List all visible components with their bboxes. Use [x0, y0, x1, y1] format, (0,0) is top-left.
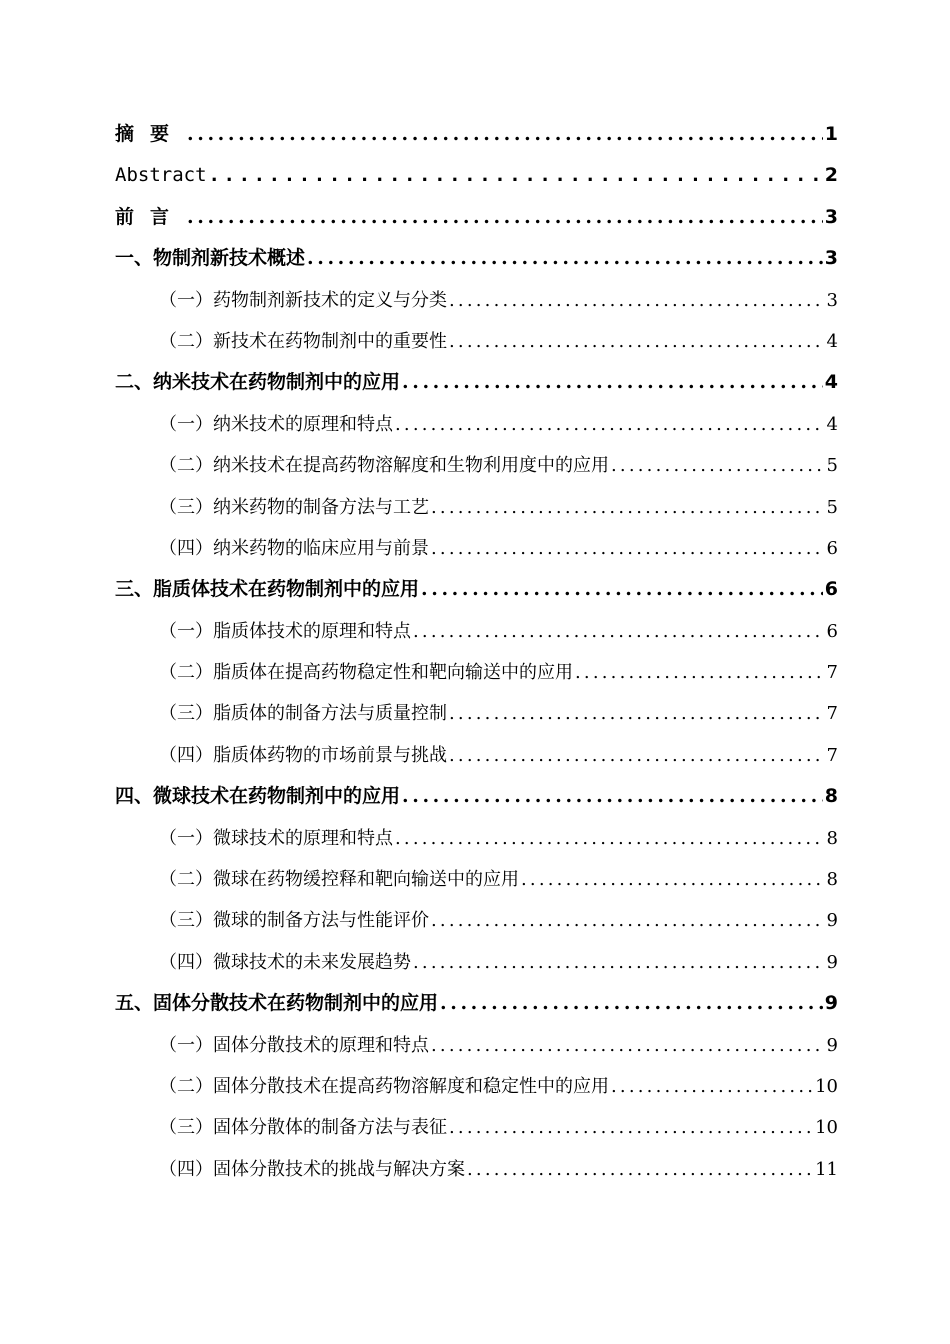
toc-entry-label: （二）固体分散技术在提高药物溶解度和稳定性中的应用: [159, 1075, 609, 1097]
toc-leader-dots: [187, 197, 823, 238]
toc-leader-dots: [402, 362, 823, 403]
toc-entry-page-number: 4: [826, 413, 838, 435]
toc-entry-page-number: 4: [824, 371, 838, 394]
toc-entry-page-number: 1: [824, 123, 838, 145]
toc-entry-page-number: 7: [826, 703, 838, 725]
toc-entry-label: （一）药物制剂新技术的定义与分类: [159, 289, 447, 311]
toc-leader-dots: [413, 611, 825, 652]
toc-leader-dots: [307, 238, 823, 279]
toc-entry-12[interactable]: [115, 569, 838, 610]
toc-entry-label: （四）固体分散技术的挑战与解决方案: [159, 1158, 465, 1180]
toc-leader-dots: [611, 1066, 813, 1107]
toc-leader-dots: [449, 693, 825, 734]
toc-leader-dots: [395, 404, 825, 445]
toc-entry-page-number: 8: [826, 869, 838, 891]
toc-entry-label: （三）固体分散体的制备方法与表征: [159, 1117, 447, 1139]
toc-entry-label: 三、脂质体技术在药物制剂中的应用: [115, 578, 420, 601]
toc-entry-5[interactable]: [115, 280, 838, 321]
toc-entry-label: 一、物制剂新技术概述: [115, 247, 306, 270]
toc-entry-page-number: 3: [826, 289, 838, 311]
toc-entry-page-number: 6: [826, 620, 838, 642]
toc-entry-2[interactable]: [115, 155, 838, 196]
toc-entry-page-number: 2: [824, 164, 838, 187]
toc-leader-dots: [209, 155, 823, 196]
toc-entry-23[interactable]: [115, 1025, 838, 1066]
toc-entry-label: （一）固体分散技术的原理和特点: [159, 1034, 429, 1056]
toc-leader-dots: [402, 776, 823, 817]
toc-entry-7[interactable]: [115, 362, 838, 403]
toc-entry-13[interactable]: [115, 611, 838, 652]
toc-entry-page-number: 8: [826, 827, 838, 849]
toc-leader-dots: [395, 818, 825, 859]
toc-entry-label: Abstract: [115, 164, 207, 187]
toc-leader-dots: [187, 114, 823, 155]
toc-entry-4[interactable]: [115, 238, 838, 279]
table-of-contents: [115, 114, 838, 1190]
toc-entry-page-number: 6: [824, 578, 838, 601]
toc-entry-label: 四、微球技术在药物制剂中的应用: [115, 785, 401, 808]
toc-entry-label: （三）微球的制备方法与性能评价: [159, 910, 429, 932]
toc-entry-page-number: 11: [815, 1158, 838, 1180]
toc-entry-10[interactable]: [115, 487, 838, 528]
toc-entry-label: （一）脂质体技术的原理和特点: [159, 620, 411, 642]
toc-leader-dots: [413, 942, 825, 983]
toc-leader-dots: [521, 859, 825, 900]
toc-leader-dots: [431, 487, 825, 528]
toc-entry-label: （四）脂质体药物的市场前景与挑战: [159, 744, 447, 766]
toc-entry-8[interactable]: [115, 404, 838, 445]
toc-entry-22[interactable]: [115, 983, 838, 1024]
toc-entry-label: （四）纳米药物的临床应用与前景: [159, 537, 429, 559]
toc-entry-11[interactable]: [115, 528, 838, 569]
toc-entry-page-number: 5: [826, 455, 838, 477]
toc-entry-page-number: 9: [826, 1034, 838, 1056]
toc-entry-20[interactable]: [115, 900, 838, 941]
toc-entry-26[interactable]: [115, 1149, 838, 1190]
toc-leader-dots: [449, 280, 825, 321]
toc-entry-page-number: 7: [826, 662, 838, 684]
toc-entry-14[interactable]: [115, 652, 838, 693]
toc-leader-dots: [449, 1107, 813, 1148]
toc-entry-label: （四）微球技术的未来发展趋势: [159, 951, 411, 973]
toc-entry-9[interactable]: [115, 445, 838, 486]
toc-entry-21[interactable]: [115, 942, 838, 983]
toc-entry-15[interactable]: [115, 693, 838, 734]
toc-entry-page-number: 4: [826, 330, 838, 352]
toc-entry-page-number: 9: [826, 910, 838, 932]
toc-entry-label: （二）新技术在药物制剂中的重要性: [159, 330, 447, 352]
toc-entry-page-number: 3: [824, 205, 838, 228]
toc-entry-3[interactable]: [115, 197, 838, 238]
toc-leader-dots: [431, 900, 825, 941]
toc-entry-label: （一）纳米技术的原理和特点: [159, 413, 393, 435]
toc-entry-page-number: 10: [815, 1117, 838, 1139]
toc-entry-16[interactable]: [115, 735, 838, 776]
toc-entry-label: （三）脂质体的制备方法与质量控制: [159, 703, 447, 725]
toc-entry-label: 摘要: [115, 123, 186, 145]
toc-entry-6[interactable]: [115, 321, 838, 362]
toc-entry-17[interactable]: [115, 776, 838, 817]
toc-entry-page-number: 5: [826, 496, 838, 518]
toc-leader-dots: [611, 445, 825, 486]
toc-entry-25[interactable]: [115, 1107, 838, 1148]
toc-entry-24[interactable]: [115, 1066, 838, 1107]
toc-entry-18[interactable]: [115, 818, 838, 859]
toc-entry-1[interactable]: [115, 114, 838, 155]
toc-entry-label: 前言: [115, 205, 186, 228]
toc-entry-label: （二）脂质体在提高药物稳定性和靶向输送中的应用: [159, 662, 573, 684]
toc-leader-dots: [467, 1149, 813, 1190]
toc-leader-dots: [575, 652, 825, 693]
toc-entry-page-number: 9: [824, 992, 838, 1015]
toc-leader-dots: [449, 735, 825, 776]
toc-entry-label: 二、纳米技术在药物制剂中的应用: [115, 371, 401, 394]
toc-leader-dots: [449, 321, 825, 362]
toc-entry-label: （二）微球在药物缓控释和靶向输送中的应用: [159, 869, 519, 891]
toc-entry-19[interactable]: [115, 859, 838, 900]
toc-entry-page-number: 10: [815, 1075, 838, 1097]
toc-entry-page-number: 6: [826, 537, 838, 559]
toc-entry-page-number: 9: [826, 951, 838, 973]
toc-leader-dots: [431, 528, 825, 569]
toc-entry-label: 五、固体分散技术在药物制剂中的应用: [115, 992, 439, 1015]
toc-entry-label: （三）纳米药物的制备方法与工艺: [159, 496, 429, 518]
toc-leader-dots: [421, 569, 823, 610]
toc-entry-label: （二）纳米技术在提高药物溶解度和生物利用度中的应用: [159, 455, 609, 477]
toc-entry-label: （一）微球技术的原理和特点: [159, 827, 393, 849]
toc-leader-dots: [440, 983, 823, 1024]
toc-entry-page-number: 8: [824, 785, 838, 808]
toc-entry-page-number: 7: [826, 744, 838, 766]
toc-leader-dots: [431, 1025, 825, 1066]
toc-entry-page-number: 3: [824, 247, 838, 270]
